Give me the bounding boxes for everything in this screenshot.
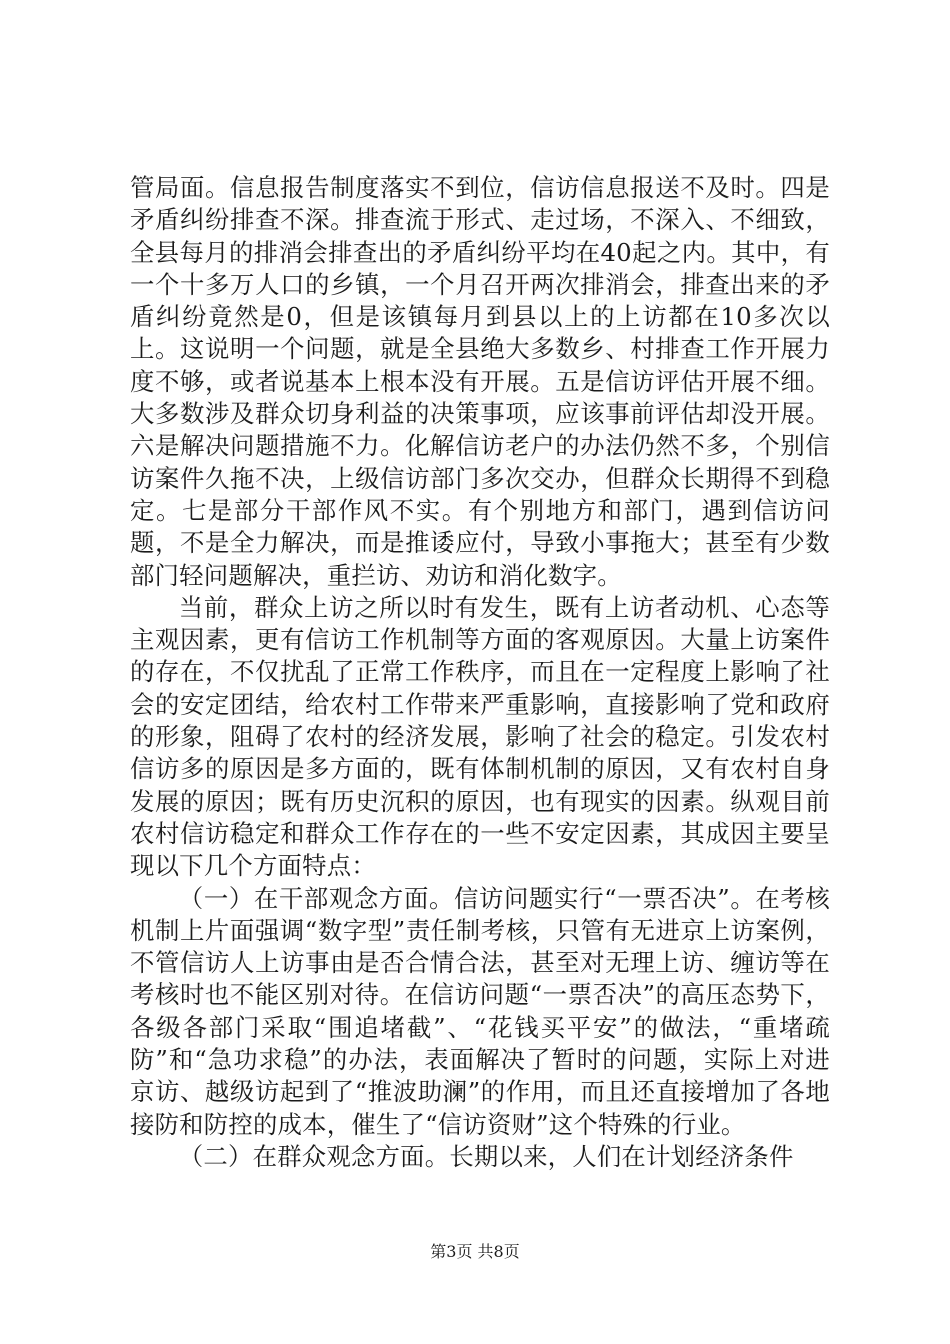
- paragraph-public-concepts: （二）在群众观念方面。长期以来，人们在计划经济条件: [178, 1141, 794, 1171]
- paragraph-continuation: 管局面。信息报告制度落实不到位，信访信息报送不及时。四是矛盾纠纷排查不深。排查流于形式、走过场，不深入、不细致，全县每月的排消会排查出的矛盾纠纷平均在40起之内。其中，有一个十多万人口的乡镇，一个月召开两次排消会，排查出来的矛盾纠纷竟然是0，但是该镇每月到县以上的上访都在10多次以上。这说明一个问题，就是全县绝大多数乡、村排查工作开展力度不够，或者说基本上根本没有开展。五是信访评估开展不细。大多数涉及群众切身利益的决策事项，应该事前评估却没开展。六是解决问题措施不力。化解信访老户的办法仍然不多，个别信访案件久拖不决，上级信访部门多次交办，但群众长期得不到稳定。七是部分干部作风不实。有个别地方和部门，遇到信访问题，不是全力解决，而是推诿应付，导致小事拖大；甚至有少数部门轻问题解决，重拦访、劝访和消化数字。: [130, 173, 830, 590]
- paragraph-cadre-concepts: （一）在干部观念方面。信访问题实行“一票否决”。在考核机制上片面强调“数字型”责任制考核，只管有无进京上访案例，不管信访人上访事由是否合情合法，甚至对无理上访、缠访等在考核时也不能区别对待。在信访问题“一票否决”的高压态势下，各级各部门采取“围追堵截”、“花钱买平安”的做法，“重堵疏防”和“急功求稳”的办法，表面解决了暂时的问题，实际上对进京访、越级访起到了“推波助澜”的作用，而且还直接增加了各地接防和防控的成本，催生了“信访资财”这个特殊的行业。: [130, 883, 830, 1139]
- document-body: [130, 172, 830, 1173]
- page-number-footer: 第3页 共8页: [430, 1242, 520, 1261]
- paragraph-causes-overview: 当前，群众上访之所以时有发生，既有上访者动机、心态等主观因素，更有信访工作机制等方面的客观原因。大量上访案件的存在，不仅扰乱了正常工作秩序，而且在一定程度上影响了社会的安定团结，给农村工作带来严重影响，直接影响了党和政府的形象，阻碍了农村的经济发展，影响了社会的稳定。引发农村信访多的原因是多方面的，既有体制机制的原因，又有农村自身发展的原因；既有历史沉积的原因，也有现实的因素。纵观目前农村信访稳定和群众工作存在的一些不安定因素，其成因主要呈现以下几个方面特点：: [130, 592, 830, 881]
